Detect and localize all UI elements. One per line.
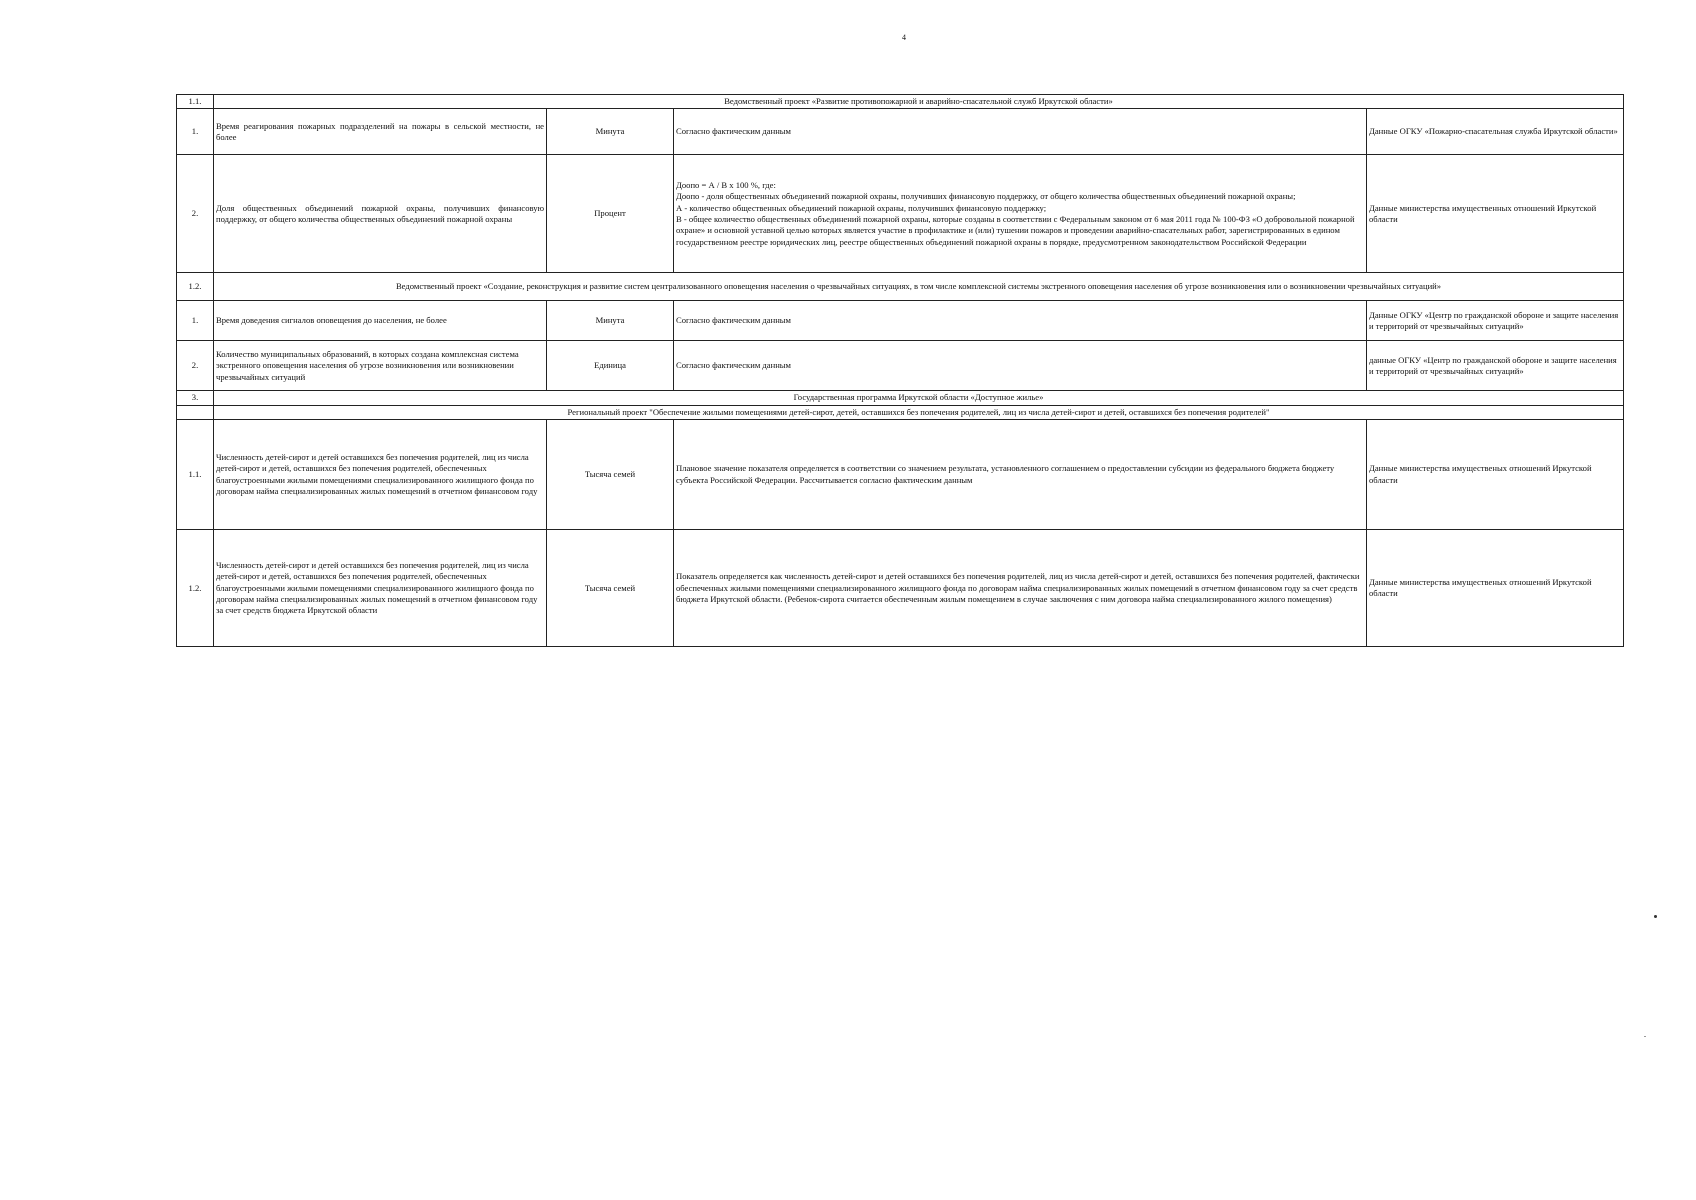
section-row [177, 273, 1624, 301]
scan-speck [1644, 1036, 1646, 1037]
data-source: Данные министерства имущественых отношений Иркутской области [1367, 420, 1624, 530]
section-number: 1.2. [177, 273, 214, 301]
data-source: Данные министерства имущественных отношений Иркутской области [1367, 155, 1624, 273]
indicator-name: Численность детей-сирот и детей оставшихся без попечения родителей, лиц из числа детей-сирот и детей, оставшихся без попечения родителей, обеспеченных благоустроенными жилыми помещениями специализированного жилищного фонда по договорам найма специализированных жилых помещений в отчетном финансовом году [214, 420, 547, 530]
subsection-row [177, 405, 1624, 419]
unit-of-measure: Тысяча семей [547, 420, 674, 530]
indicator-name: Время реагирования пожарных подразделений на пожары в сельской местности, не более [214, 109, 547, 155]
row-number: 2. [177, 341, 214, 391]
data-source: Данные ОГКУ «Центр по гражданской обороне и защите населения и территорий от чрезвычайных ситуаций» [1367, 301, 1624, 341]
indicator-name: Время доведения сигналов оповещения до населения, не более [214, 301, 547, 341]
section-title: Ведомственный проект «Развитие противопожарной и аварийно-спасательной служб Иркутской области» [214, 95, 1624, 109]
row-number: 2. [177, 155, 214, 273]
section-number: 3. [177, 391, 214, 405]
section-row [177, 95, 1624, 109]
row-number: 1.1. [177, 420, 214, 530]
calculation-method: Согласно фактическим данным [674, 109, 1367, 155]
calculation-method: Согласно фактическим данным [674, 341, 1367, 391]
data-source: Данные министерства имущественых отношений Иркутской области [1367, 530, 1624, 647]
table-row [177, 530, 1624, 647]
table-row [177, 420, 1624, 530]
indicator-name: Численность детей-сирот и детей оставшихся без попечения родителей, лиц из числа детей-сирот и детей, оставшихся без попечения родителей, обеспеченных благоустроенными жилыми помещениями специализированного жилищного фонда по договорам найма специализированных жилых помещений в отчетном финансовом году за счет средств бюджета Иркутской области [214, 530, 547, 647]
calculation-method: Согласно фактическим данным [674, 301, 1367, 341]
row-number: 1. [177, 109, 214, 155]
unit-of-measure: Минута [547, 301, 674, 341]
page-number: 4 [902, 33, 906, 42]
scan-speck [1654, 915, 1657, 918]
table-row [177, 109, 1624, 155]
table-row [177, 301, 1624, 341]
formula-line: Доопо = А / В х 100 %, где: [676, 179, 776, 190]
table-row [177, 341, 1624, 391]
data-source: данные ОГКУ «Центр по гражданской обороне и защите населения и территорий от чрезвычайных ситуаций» [1367, 341, 1624, 391]
calculation-method [674, 155, 1367, 273]
subsection-title: Региональный проект "Обеспечение жилыми помещениями детей-сирот, детей, оставшихся без попечения родителей, лиц из числа детей-сирот и детей, оставшихся без попечения родителей" [214, 405, 1624, 419]
empty-cell [177, 405, 214, 419]
indicator-name: Количество муниципальных образований, в которых создана комплексная система экстренного оповещения населения об угрозе возникновения или возникновении чрезвычайных ситуаций [214, 341, 547, 391]
unit-of-measure: Процент [547, 155, 674, 273]
row-number: 1.2. [177, 530, 214, 647]
data-source: Данные ОГКУ «Пожарно-спасательная служба Иркутской области» [1367, 109, 1624, 155]
calculation-method: Плановое значение показателя определяется в соответствии со значением результата, установленного соглашением о предоставлении субсидии из федерального бюджета бюджету субъекта Российской Федерации. Рассчитывается согласно фактическим данным [674, 420, 1367, 530]
row-number: 1. [177, 301, 214, 341]
section-title: Государственная программа Иркутской области «Доступное жилье» [214, 391, 1624, 405]
calculation-method: Показатель определяется как численность детей-сирот и детей оставшихся без попечения родителей, лиц из числа детей-сирот и детей, оставшихся без попечения родителей, фактически обеспеченных жилыми помещениями специализированного жилищного фонда по договорам найма специализированных жилых помещений в отчетном финансовом году за счет средств бюджета Иркутской области. (Ребенок-сирота считается обеспеченным жилым помещением в случае заключения с ним договора найма специализированного жилого помещения) [674, 530, 1367, 647]
unit-of-measure: Тысяча семей [547, 530, 674, 647]
unit-of-measure: Единица [547, 341, 674, 391]
table-row [177, 155, 1624, 273]
formula-line: В - общее количество общественных объединений пожарной охраны, которые созданы в соответствии с Федеральным законом от 6 мая 2011 года № 100-ФЗ «О добровольной пожарной охране» и основной уставной целью которых является участие в профилактике и (или) тушении пожаров и проведении аварийно-спасательных работ, зарегистрированных в едином государственном реестре юридических лиц, реестре общественных объединений пожарной охраны в порядке, предусмотренном законодательством Российской Федерации [676, 213, 1355, 247]
formula-line: А - количество общественных объединений пожарной охраны, получивших финансовую поддержку; [676, 202, 1047, 213]
unit-of-measure: Минута [547, 109, 674, 155]
indicator-name: Доля общественных объединений пожарной охраны, получивших финансовую поддержку, от общего количества общественных объединений пожарной охраны [214, 155, 547, 273]
formula-line: Доопо - доля общественных объединений пожарной охраны, получивших финансовую поддержку, от общего количества общественных объединений пожарной охраны; [676, 191, 1296, 202]
section-row [177, 391, 1624, 405]
indicators-table [176, 94, 1624, 647]
section-title: Ведомственный проект «Создание, реконструкция и развитие систем централизованного оповещения населения о чрезвычайных ситуациях, в том числе комплексной системы экстренного оповещения населения об угрозе возникновения или о возникновении чрезвычайных ситуаций» [214, 273, 1624, 301]
section-number: 1.1. [177, 95, 214, 109]
